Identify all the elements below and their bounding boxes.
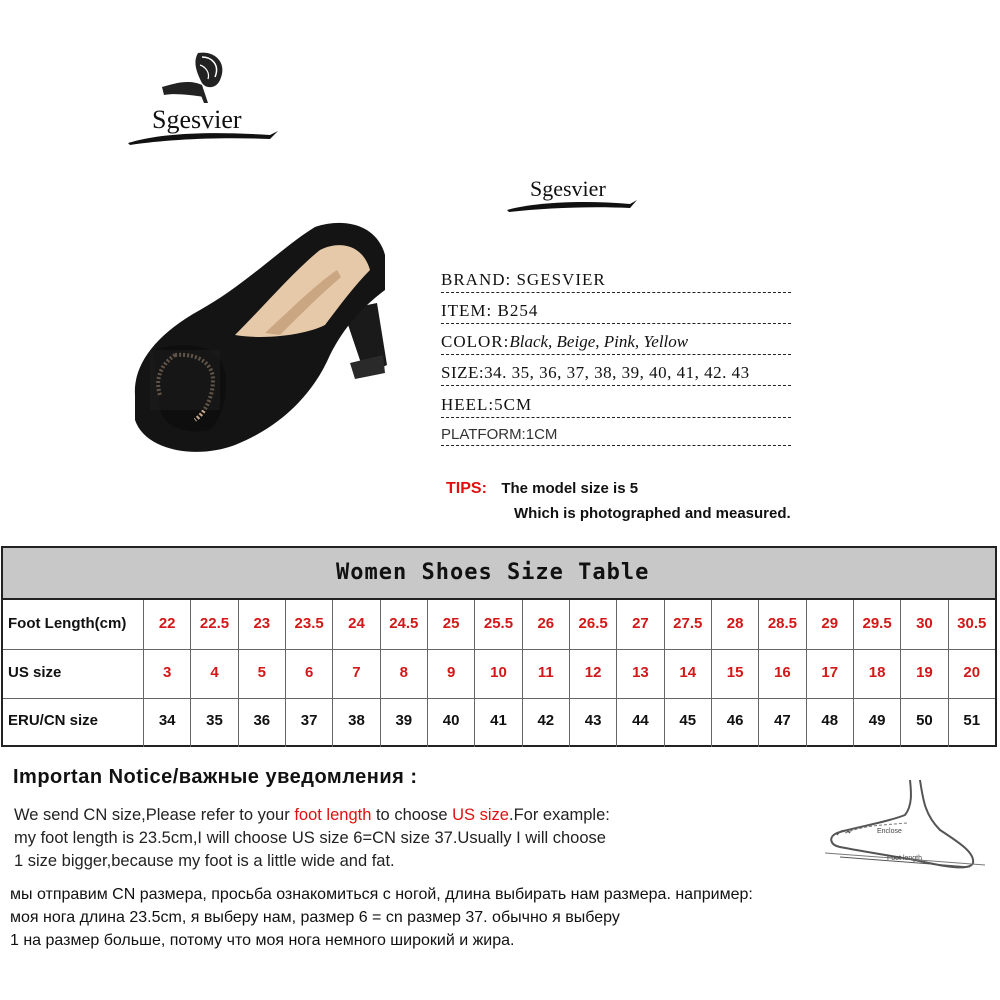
size-table-cell: 8 <box>381 649 428 698</box>
size-table-cell: 9 <box>428 649 475 698</box>
us-size-highlight: US size <box>452 806 509 824</box>
brand-logo-mid-text: Sgesvier <box>530 176 606 201</box>
size-table-row <box>3 600 995 650</box>
size-table-cell: 37 <box>286 697 333 747</box>
notice-en-line-1: We send CN size,Please refer to your foot length to choose US size.For example: <box>14 806 610 824</box>
tips-line-2: Which is photographed and measured. <box>514 505 791 522</box>
size-table-cell: 48 <box>807 697 854 747</box>
foot-diagram <box>825 775 990 880</box>
size-table-cell: 16 <box>759 649 806 698</box>
notice-ru-line-2: моя нога длина 23.5cm, я выберу нам, размер 6 = cn размер 37. обычно я выберу <box>10 909 620 926</box>
size-table-cell: 11 <box>523 649 570 698</box>
size-table-cell: 20 <box>963 663 981 681</box>
size-table-cell: 25.5 <box>475 600 522 649</box>
size-table-cell: 43 <box>570 697 617 747</box>
size-table-cell: 29.5 <box>854 600 901 649</box>
size-table <box>1 546 997 747</box>
size-table-cell: 5 <box>239 649 286 698</box>
size-table-cells <box>144 600 995 649</box>
spec-color <box>441 332 791 355</box>
tips-line-1: The model size is 5 <box>501 480 639 497</box>
size-table-cell: 49 <box>854 697 901 747</box>
size-table-cell: 45 <box>665 697 712 747</box>
size-table-cell: 23.5 <box>286 600 333 649</box>
size-table-cell: 47 <box>759 697 806 747</box>
size-table-cell: 29 <box>807 600 854 649</box>
brand-logo-top-text: Sgesvier <box>152 105 242 134</box>
size-table-cell: 46 <box>712 697 759 747</box>
size-table-cell: 35 <box>191 697 238 747</box>
size-table-cell: 44 <box>617 697 664 747</box>
size-table-cell: 14 <box>665 649 712 698</box>
size-table-title-text: Women Shoes Size Table <box>336 560 650 585</box>
size-table-cells <box>144 649 995 698</box>
size-table-cell: 36 <box>239 697 286 747</box>
notice-ru-line-3: 1 на размер больше, потому что моя нога немного широкий и жира. <box>10 932 515 949</box>
size-table-cell: 25 <box>428 600 475 649</box>
size-table-cell: 12 <box>570 649 617 698</box>
notice-russian <box>10 883 970 952</box>
size-table-cell: 24 <box>333 600 380 649</box>
size-table-cell: 19 <box>901 649 948 698</box>
size-table-cell: 27.5 <box>665 600 712 649</box>
spec-size: SIZE:34. 35, 36, 37, 38, 39, 40, 41, 42. 43 <box>441 363 791 386</box>
spec-platform: PLATFORM:1CM <box>441 426 791 446</box>
size-table-cell: 15 <box>712 649 759 698</box>
spec-color-value: Black, Beige, Pink, Yellow <box>509 332 689 351</box>
brand-logo-top <box>120 45 285 155</box>
spec-heel: HEEL:5CM <box>441 395 791 418</box>
size-table-row-header: ERU/CN size <box>3 697 144 747</box>
size-table-cells <box>144 697 995 747</box>
size-table-row-header: US size <box>3 649 144 698</box>
spec-item: ITEM: B254 <box>441 301 791 324</box>
size-table-cell: 41 <box>475 697 522 747</box>
size-table-cell: 10 <box>475 649 522 698</box>
tips <box>446 480 846 498</box>
size-table-cell: 17 <box>807 649 854 698</box>
size-table-body <box>3 600 995 745</box>
notice-en-line-3: 1 size bigger,because my foot is a little wide and fat. <box>14 852 395 870</box>
size-table-cell: 4 <box>191 649 238 698</box>
size-table-cell: 40 <box>428 697 475 747</box>
size-table-cell: 27 <box>617 600 664 649</box>
size-table-cell: 42 <box>523 697 570 747</box>
size-table-cell: 50 <box>901 697 948 747</box>
size-table-cell: 6 <box>286 649 333 698</box>
size-table-cell: 24.5 <box>381 600 428 649</box>
spec-brand: BRAND: SGESVIER <box>441 270 791 293</box>
size-table-row-header: Foot Length(cm) <box>3 600 144 649</box>
spec-color-label: COLOR: <box>441 332 510 351</box>
notice-english <box>14 804 814 873</box>
size-table-row <box>3 649 995 699</box>
notice-title: Importan Notice/важные уведомления : <box>13 766 418 788</box>
butterfly-shoe-icon <box>120 45 285 155</box>
size-table-cell: 34 <box>144 697 191 747</box>
size-table-cell: 26.5 <box>570 600 617 649</box>
size-table-cell: 22 <box>144 600 191 649</box>
size-table-cell: 28.5 <box>759 600 806 649</box>
size-table-cell: 51 <box>963 712 981 729</box>
foot-length-label: Foot length <box>887 855 923 862</box>
foot-measure-icon <box>825 775 990 880</box>
notice-ru-line-1: мы отправим CN размера, просьба ознакомиться с ногой, длина выбирать нам размера. например: <box>10 886 753 903</box>
size-table-cell: 28 <box>712 600 759 649</box>
size-table-cell: 30.5 <box>957 615 987 632</box>
notice-en-line-2: my foot length is 23.5cm,I will choose US size 6=CN size 37.Usually I will choose <box>14 829 606 847</box>
size-table-cell: 7 <box>333 649 380 698</box>
size-table-cell: 3 <box>144 649 191 698</box>
size-table-cell: 18 <box>854 649 901 698</box>
size-table-cell: 38 <box>333 697 380 747</box>
size-table-row <box>3 697 995 747</box>
size-table-cell: 23 <box>239 600 286 649</box>
size-table-cell: 22.5 <box>191 600 238 649</box>
enclose-label: Enclose <box>877 828 902 835</box>
tips-label: TIPS: <box>446 480 487 497</box>
product-shoe-image <box>115 215 415 460</box>
size-table-cell: 13 <box>617 649 664 698</box>
size-table-cell: 30 <box>901 600 948 649</box>
size-table-cell: 26 <box>523 600 570 649</box>
size-table-cell: 39 <box>381 697 428 747</box>
foot-length-highlight: foot length <box>294 806 372 824</box>
brand-logo-mid <box>505 172 640 217</box>
size-table-title <box>3 548 995 600</box>
